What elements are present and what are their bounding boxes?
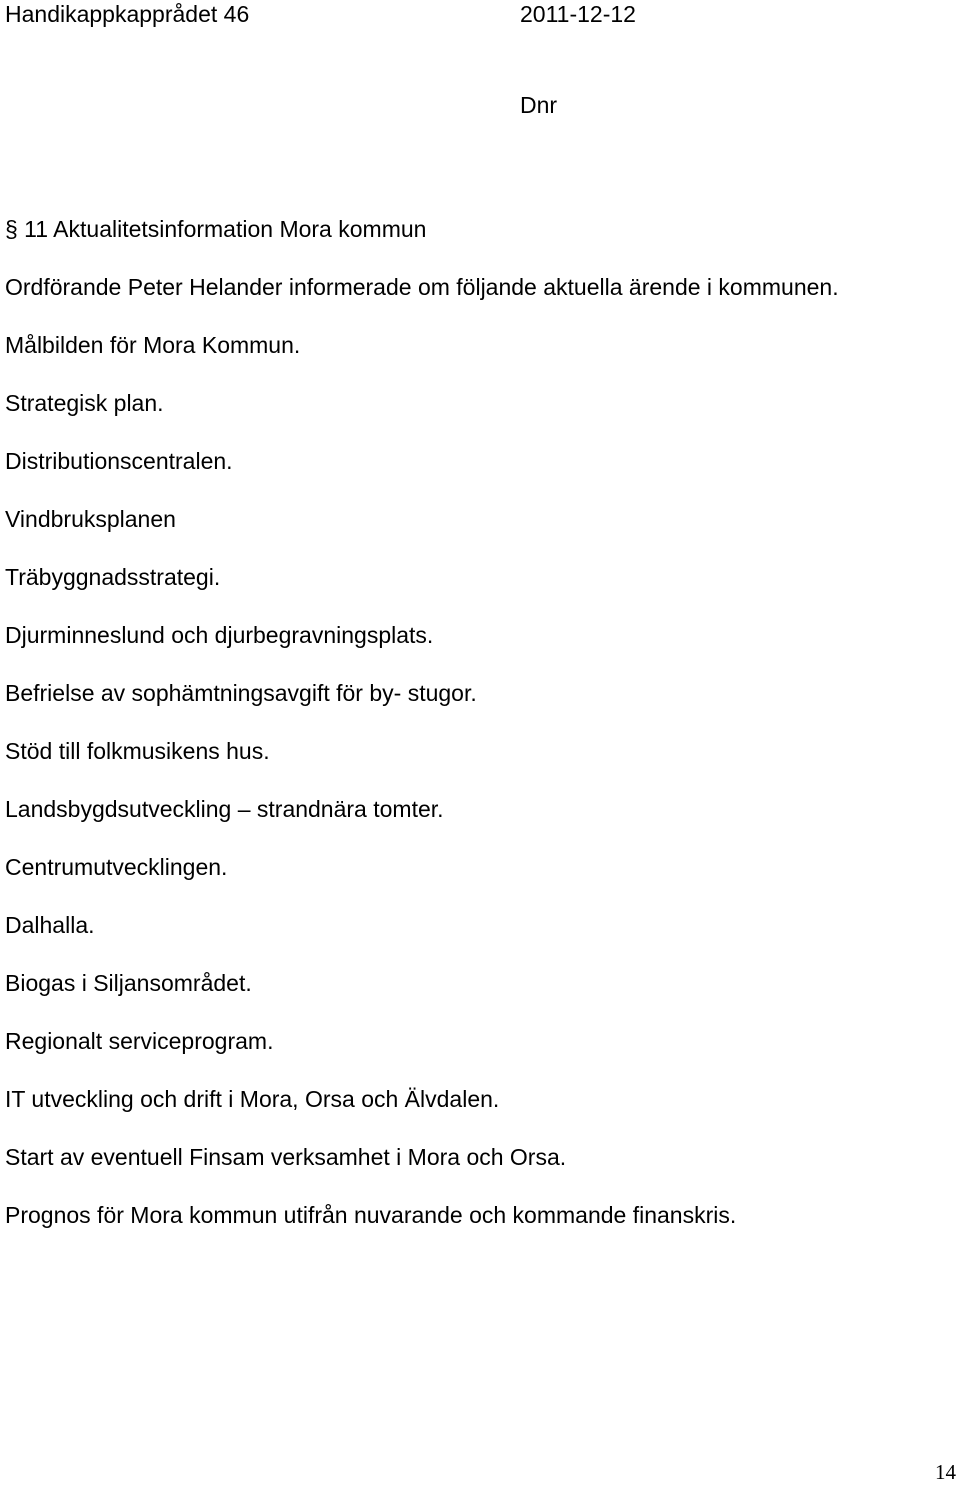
list-item: Vindbruksplanen (5, 506, 176, 532)
list-item: Stöd till folkmusikens hus. (5, 738, 270, 764)
list-item: Landsbygdsutveckling – strandnära tomter. (5, 796, 444, 822)
list-item: Målbilden för Mora Kommun. (5, 332, 301, 358)
list-item: Centrumutvecklingen. (5, 854, 228, 880)
section-heading: § 11 Aktualitetsinformation Mora kommun (5, 216, 427, 242)
header-dnr: Dnr (520, 92, 558, 118)
page-number: 14 (935, 1460, 956, 1484)
list-item: Start av eventuell Finsam verksamhet i Mora och Orsa. (5, 1144, 567, 1170)
list-item: Prognos för Mora kommun utifrån nuvarande och kommande finanskris. (5, 1202, 737, 1228)
section-intro: Ordförande Peter Helander informerade om följande aktuella ärende i kommunen. (5, 274, 839, 300)
list-item: Strategisk plan. (5, 390, 164, 416)
list-item: Biogas i Siljansområdet. (5, 970, 252, 996)
list-item: Djurminneslund och djurbegravningsplats. (5, 622, 434, 648)
header-date: 2011-12-12 (520, 1, 636, 27)
list-item: Befrielse av sophämtningsavgift för by- stugor. (5, 680, 477, 706)
list-item: Dalhalla. (5, 912, 95, 938)
list-item: Träbyggnadsstrategi. (5, 564, 221, 590)
header-committee: Handikappkapprådet 46 (5, 1, 250, 27)
list-item: Regionalt serviceprogram. (5, 1028, 274, 1054)
list-item: Distributionscentralen. (5, 448, 233, 474)
list-item: IT utveckling och drift i Mora, Orsa och Älvdalen. (5, 1086, 500, 1112)
